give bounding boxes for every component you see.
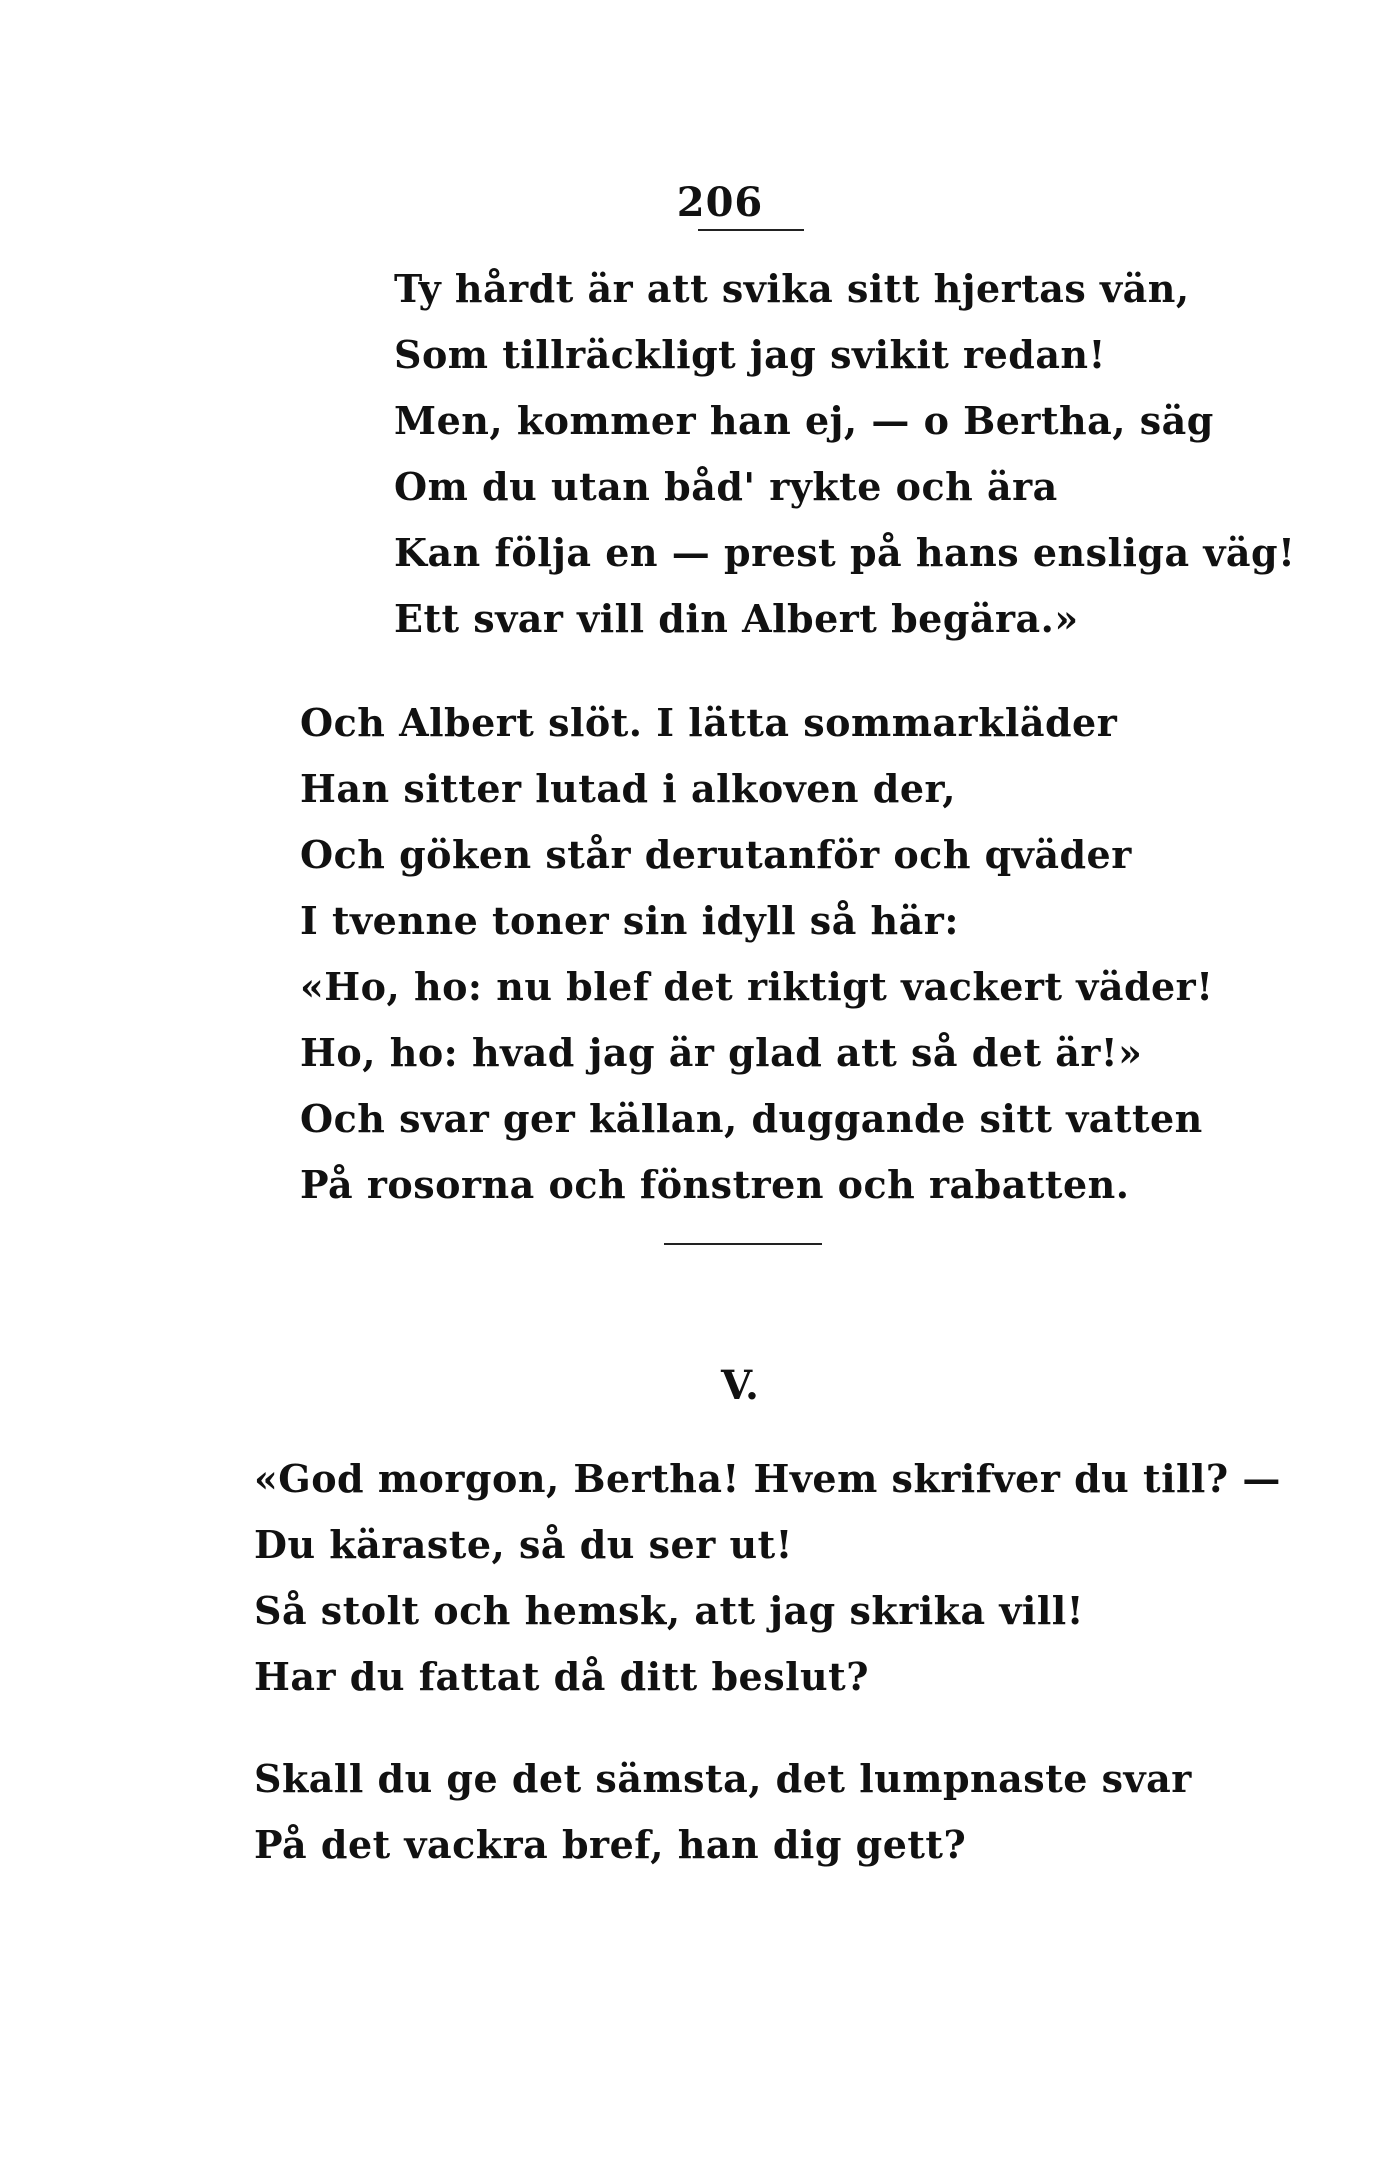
verse-line: Du käraste, så du ser ut! (254, 1522, 793, 1567)
verse-line: Och svar ger källan, duggande sitt vatten (300, 1096, 1203, 1141)
verse-line: Har du fattat då ditt beslut? (254, 1654, 869, 1699)
verse-line: Så stolt och hemsk, att jag skrika vill! (254, 1588, 1084, 1633)
verse-line: Ty hårdt är att svika sitt hjertas vän, (394, 266, 1190, 311)
stanza-2 (300, 690, 1213, 1218)
verse-line: Skall du ge det sämsta, det lumpnaste svar (254, 1756, 1192, 1801)
verse-line: I tvenne toner sin idyll så här: (300, 898, 959, 943)
page-number-rule (698, 229, 804, 231)
verse-line: Ett svar vill din Albert begära.» (394, 596, 1079, 641)
verse-line: På det vackra bref, han dig gett? (254, 1822, 967, 1867)
verse-line: Om du utan båd' rykte och ära (394, 464, 1058, 509)
stanza-3 (254, 1446, 1281, 1710)
verse-line: «God morgon, Bertha! Hvem skrifver du till? — (254, 1456, 1281, 1501)
stanza-1 (394, 256, 1295, 652)
verse-line: Och göken står derutanför och qväder (300, 832, 1132, 877)
verse-line: Som tillräckligt jag svikit redan! (394, 332, 1106, 377)
verse-line: Men, kommer han ej, — o Bertha, säg (394, 398, 1214, 443)
verse-line: Kan följa en — prest på hans ensliga väg! (394, 530, 1296, 575)
verse-line: Och Albert slöt. I lätta sommarkläder (300, 700, 1118, 745)
verse-line: På rosorna och fönstren och rabatten. (300, 1162, 1130, 1207)
section-divider (664, 1243, 822, 1245)
verse-line: «Ho, ho: nu blef det riktigt vackert väder! (300, 964, 1214, 1009)
verse-line: Han sitter lutad i alkoven der, (300, 766, 957, 811)
page-number: 206 (676, 179, 764, 226)
verse-line: Ho, ho: hvad jag är glad att så det är!» (300, 1030, 1143, 1075)
section-heading: V. (721, 1362, 759, 1409)
stanza-4 (254, 1746, 1192, 1878)
